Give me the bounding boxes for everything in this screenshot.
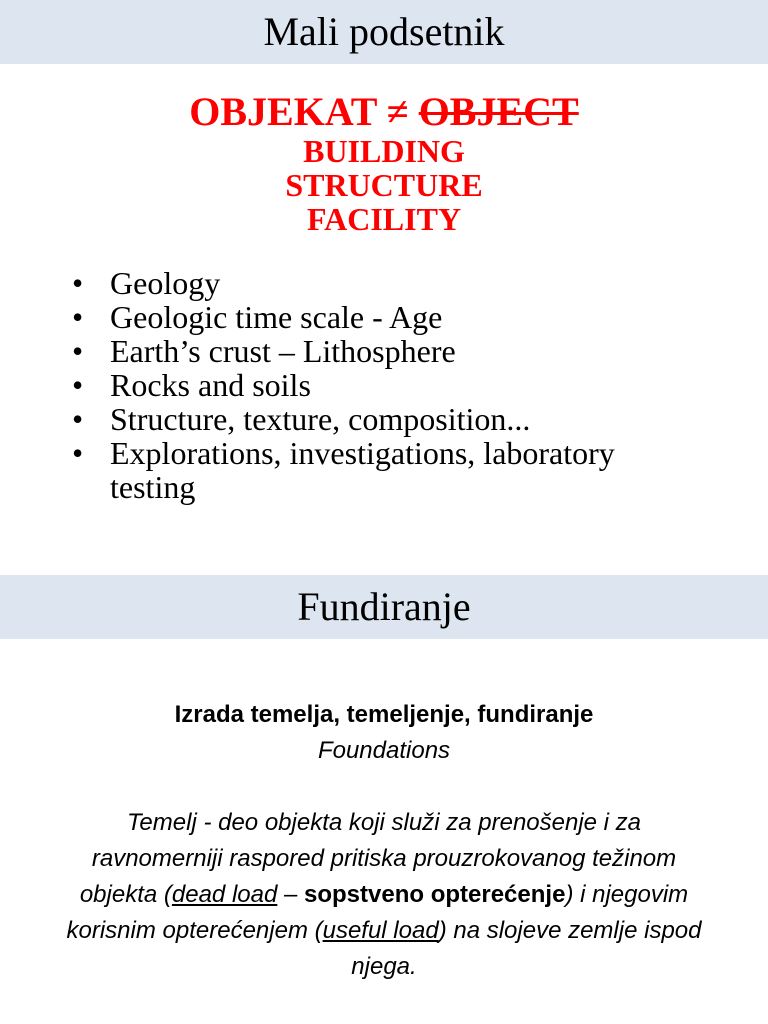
list-item bbox=[72, 402, 690, 436]
term-objekat: OBJEKAT ≠ bbox=[189, 89, 419, 134]
slide-body bbox=[0, 639, 768, 985]
term-main-line bbox=[0, 90, 768, 134]
list-item bbox=[72, 300, 690, 334]
term-block bbox=[0, 90, 768, 236]
term-facility: FACILITY bbox=[306, 201, 462, 237]
term-object-struck: OBJECT bbox=[418, 89, 579, 134]
bullet-icon: • bbox=[72, 367, 84, 403]
list-item-text: Structure, texture, composition... bbox=[110, 401, 531, 437]
bullet-icon: • bbox=[72, 333, 84, 369]
list-item-text: Rocks and soils bbox=[110, 367, 311, 403]
definition-text-1: Temelj - deo objekta koji služi za prenošenje i za ravnomerniji raspored pritiska prouzrokovanog težinom objekta ( bbox=[79, 809, 677, 908]
list-item-text: Explorations, investigations, laboratory testing bbox=[110, 435, 615, 505]
definition-text-3: ) na slojeve zemlje ispod njega. bbox=[351, 917, 702, 980]
term-structure: STRUCTURE bbox=[285, 167, 483, 203]
bullet-icon: • bbox=[72, 265, 84, 301]
slide-fundiranje bbox=[0, 575, 768, 1024]
bullet-icon: • bbox=[72, 299, 84, 335]
definition-paragraph bbox=[64, 805, 704, 985]
list-item bbox=[72, 368, 690, 402]
sopstveno-opterecenje-term: sopstveno opterećenje bbox=[304, 881, 566, 908]
list-item-text: Geology bbox=[110, 265, 221, 301]
title-bar bbox=[0, 575, 768, 639]
bullet-icon: • bbox=[72, 401, 84, 437]
list-item-text: Geologic time scale - Age bbox=[110, 299, 443, 335]
bullet-icon: • bbox=[72, 435, 84, 471]
topic-list bbox=[0, 266, 768, 504]
slide-title: Mali podsetnik bbox=[263, 9, 505, 54]
list-item bbox=[72, 436, 690, 504]
section-subheading: Foundations bbox=[317, 737, 451, 764]
title-bar bbox=[0, 0, 768, 64]
list-item-text: Earth’s crust – Lithosphere bbox=[110, 333, 456, 369]
list-item bbox=[72, 334, 690, 368]
slide-title: Fundiranje bbox=[297, 584, 471, 629]
definition-text-2: ) i njegovim korisnim opterećenjem ( bbox=[66, 881, 689, 944]
list-item bbox=[72, 266, 690, 300]
term-building: BUILDING bbox=[303, 133, 465, 169]
dead-load-term: dead load bbox=[171, 881, 278, 908]
definition-dash: – bbox=[277, 881, 305, 908]
section-heading: Izrada temelja, temeljenje, fundiranje bbox=[174, 701, 594, 728]
useful-load-term: useful load bbox=[322, 917, 439, 944]
